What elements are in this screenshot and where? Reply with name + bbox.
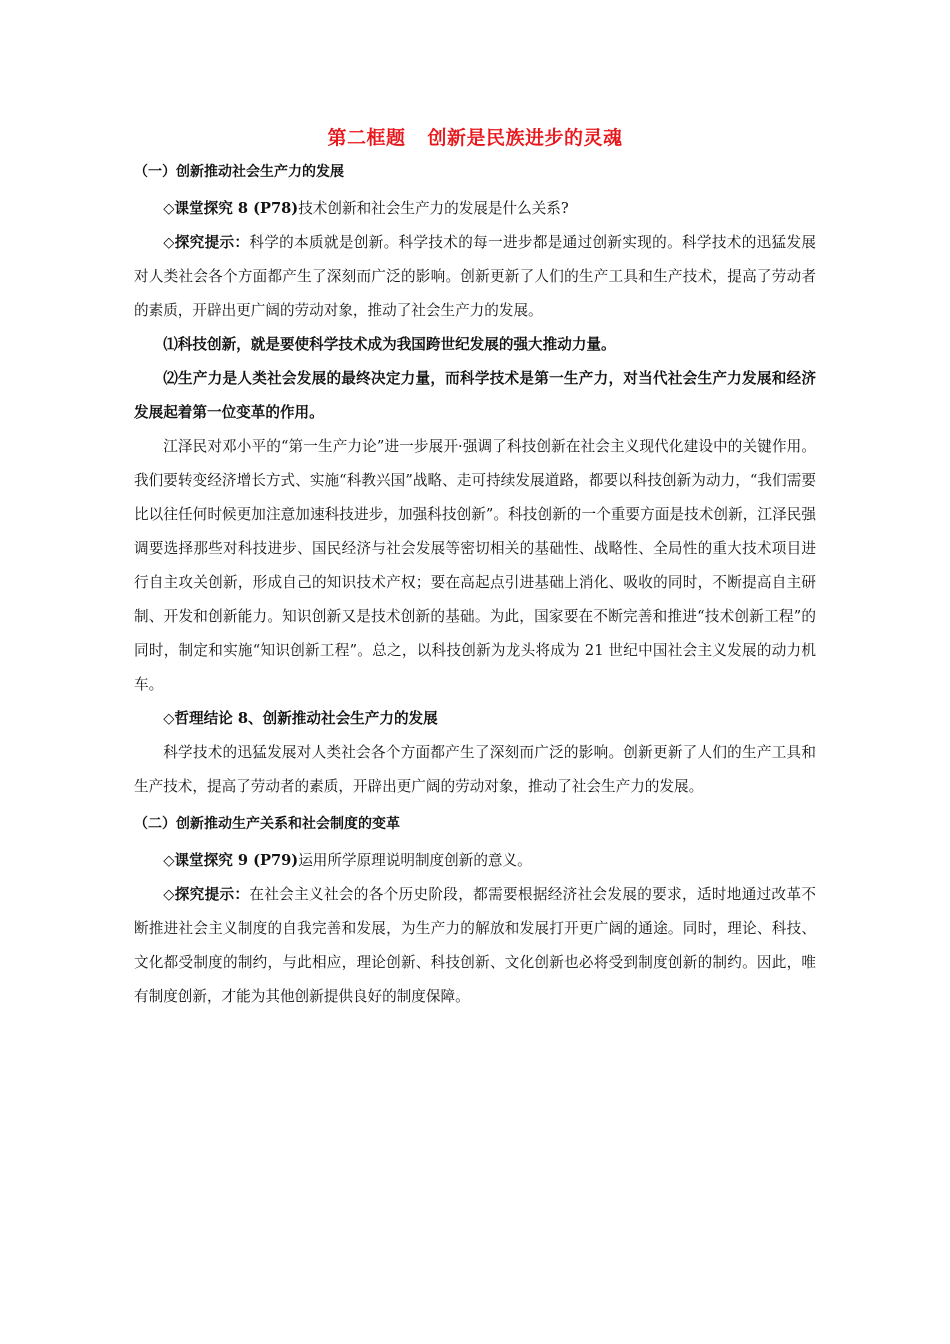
section2-explore xyxy=(134,844,816,878)
title-part1: 第二框题 xyxy=(327,127,406,149)
explore-label: ◇课堂探究 8 (P78) xyxy=(163,200,299,217)
explore-label: ◇课堂探究 9 (P79) xyxy=(163,852,299,869)
hint-text: 科学的本质就是创新。科学技术的每一进步都是通过创新实现的。科学技术的迅猛发展对人类社会各个方面都产生了深刻而广泛的影响。创新更新了人们的生产工具和生产技术，提高了劳动者的素质，开辟出更广阔的劳动对象，推动了社会生产力的发展。 xyxy=(134,234,816,319)
section1-heading: （一）创新推动社会生产力的发展 xyxy=(134,164,344,180)
explore-text: 运用所学原理说明制度创新的意义。 xyxy=(298,852,532,869)
hint-text: 在社会主义社会的各个历史阶段，都需要根据经济社会发展的要求，适时地通过改革不断推进社会主义制度的自我完善和发展，为生产力的解放和发展打开更广阔的通途。同时，理论、科技、文化都受制度的制约，与此相应，理论创新、科技创新、文化创新也必将受到制度创新的制约。因此，唯有制度创新，才能为其他创新提供良好的制度保障。 xyxy=(134,886,816,1005)
hint-label: ◇探究提示： xyxy=(163,886,250,903)
section1-conclusion-text: 科学技术的迅猛发展对人类社会各个方面都产生了深刻而广泛的影响。创新更新了人们的生产工具和生产技术，提高了劳动者的素质，开辟出更广阔的劳动对象，推动了社会生产力的发展。 xyxy=(134,744,816,795)
section1-hint xyxy=(134,226,816,328)
section1-conclusion-heading: ◇哲理结论 8、创新推动社会生产力的发展 xyxy=(163,710,438,727)
section2-hint xyxy=(134,878,816,1014)
section1-point2: ⑵生产力是人类社会发展的最终决定力量，而科学技术是第一生产力，对当代社会生产力发展和经济发展起着第一位变革的作用。 xyxy=(134,370,816,421)
explore-text: 技术创新和社会生产力的发展是什么关系? xyxy=(298,200,569,217)
section1-point1: ⑴科技创新，就是要使科学技术成为我国跨世纪发展的强大推动力量。 xyxy=(163,336,616,353)
section1-body: 江泽民对邓小平的“第一生产力论”进一步展开·强调了科技创新在社会主义现代化建设中的关键作用。我们要转变经济增长方式、实施“科教兴国”战略、走可持续发展道路，都要以科技创新为动力，“我们需要比以往任何时候更加注意加速科技进步，加强科技创新”。科技创新的一个重要方面是技术创新，江泽民强调要选择那些对科技进步、国民经济与社会发展等密切相关的基础性、战略性、全局性的重大技术项目进行自主攻关创新，形成自己的知识技术产权；要在高起点引进基础上消化、吸收的同时，不断提高自主研制、开发和创新能力。知识创新又是技术创新的基础。为此，国家要在不断完善和推进“技术创新工程”的同时，制定和实施“知识创新工程”。总之，以科技创新为龙头将成为 21 世纪中国社会主义发展的动力机车。 xyxy=(134,438,816,693)
section1-explore xyxy=(134,192,816,226)
document-page xyxy=(134,118,816,1014)
page-title xyxy=(134,123,816,150)
section2-heading: （二）创新推动生产关系和社会制度的变革 xyxy=(134,816,400,832)
hint-label: ◇探究提示： xyxy=(163,234,250,251)
title-part2: 创新是民族进步的灵魂 xyxy=(427,127,623,149)
